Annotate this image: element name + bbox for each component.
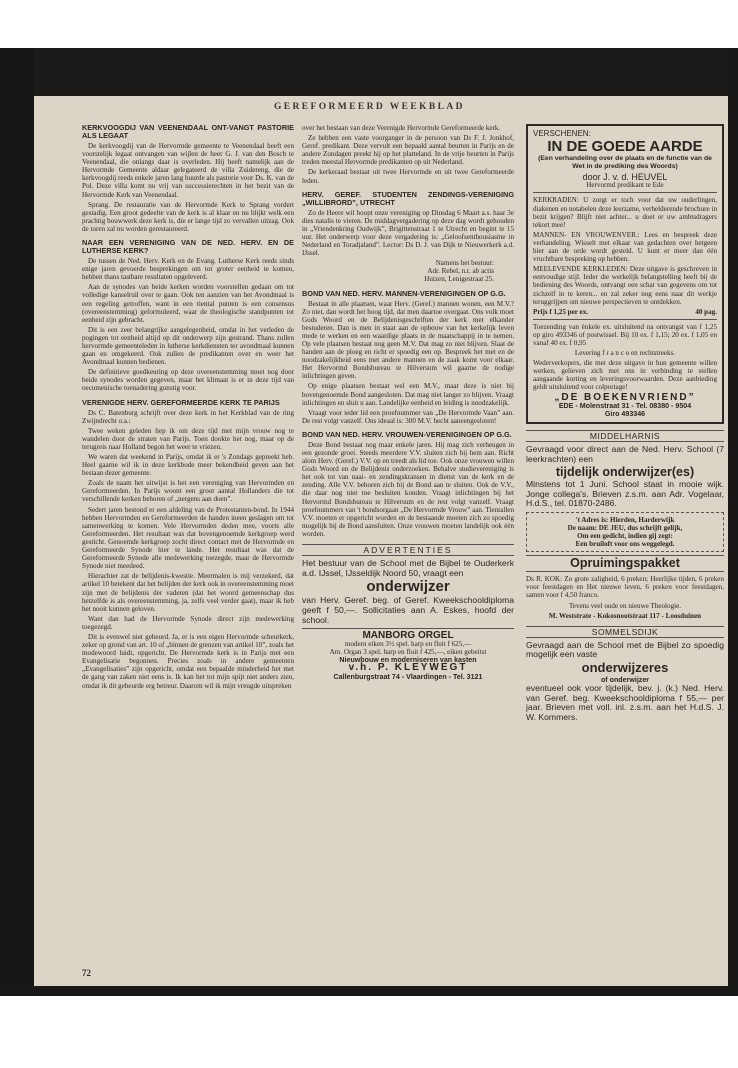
advertisements-header: ADVERTENTIES [302,544,514,556]
ad-dejeu-box [526,512,724,552]
paragraph: Hierachter zat de belijdenis-kwestie. Meermalen is mij verzekerd, dat artikel 10 betekent dat het belijden der kerk ook in overeenstemming moet zijn met de belijdenis der vaderen (dat het woord gemeenschap dus hetzelfde is als overeenstemming, ja, zelfs veel verder gaat), maar ik heb het nooit kunnen geloven. [82,572,294,613]
signature-block [302,259,514,283]
paragraph: De kerkvoogdij van de Hervormde gemeente te Veenendaal heeft een voorstelijk legaat ontvangen van wijlen de heer G. J. van den Bosch te Veenendaal, die onlangs daar is overleden. Hij heeft namelijk aan de Hervormde Gemeente aldaar gelegateerd de villa Zuidereng, die de kerkvoogdij reeds enkele jaren lang huurde als pastorie voor Ds. K. van de Pol. Deze villa komt nu vrij van successierechten in het bezit van de Hervormde Kerk van Veenendaal. [82,142,294,199]
paragraph: Ds C. Batenburg schrijft over deze kerk in het Kerkblad van de ring Zwijndrecht o.a.: [82,408,294,425]
paragraph: We waren dat weekend in Parijs, omdat ik er 's Zondags gepreekt heb. Heel gaarne wil ik in deze kerkbode meer bekendheid geven aan het bestaan dezer gemeente. [82,453,294,478]
paragraph: KERKRADEN: U zorgt er toch voor dat uw ouderlingen, diakenen en notabelen deze leerzame, verhelderende brochure in bezit krijgen? Blijft niet achter... u doet er uw ambtsdragers tekort mee! [533,196,717,229]
ad-ouderkerk-text: Het bestuur van de School met de Bijbel te Ouderkerk a.d. IJssel, IJsseldijk Noord 50, vraagt een [302,558,514,578]
paragraph: Zo de Heere wil hoopt onze vereniging op Dinsdag 6 Maart a.s. haar 3e dies natalis te vieren. De middagvergadering op deze dag wordt gehouden in „Vriendenkring Oudwijk”, Brigittenstraat 1 te Utrecht en begint te 15 uur. Het onderwerp voor deze vergadering is: „Geloofsenthousiasme in Nederland en Toradjaland”. Lector: Ds D. J. van Dijk te Nieuwerkerk a.d. IJssel. [302,208,514,258]
ad-sommelsdijk-body: eventueel ook voor tijdelijk, bev. j. (k.) Ned. Herv. van Geref. beg. Kweekschooldiploma f 55,— per jaar. Brieven met voll. inl. z.s.m. aan het H.d.S. J. W. Kommers. [526,683,724,722]
ad-title: IN DE GOEDE AARDE [547,138,703,156]
paragraph: M. Weststrate - Kokosnootstraat 117 - Loosduinen [548,611,702,620]
paragraph: Ds R. KOK: Zo grote zaligheid, 6 preken; Heerlijke tijden, 6 preken voor feestdagen en Het nieuwe leven, 6 preken voor feestdagen, samen voor f 4,50 franco. [526,575,724,600]
paragraph: Sedert jaren bestond er een afdeling van de Protestanten-bond. In 1944 hebben Hervormden en Gereformeerden de handen ineen geslagen om tot samenwerking te komen. Vele Hervormden deden mee, voorts alle Gereformeerden. Het resultaat was dat bovengenoemde kerkgroep werd gesticht. Genoemde kerkgroep zocht direct contact met de Hervormde en Gereformeerde Synode hier te lande. Het resultaat was dat de Gereformeerde Synode alle medewerking toezegde, maar de Hervormde Synode niet meedeed. [82,505,294,571]
ad-publisher: „DE BOEKENVRIEND” [554,391,696,403]
ad-orgel-line: Am. Organ 3 spel. harp en fluit f 425,—, eiken gebeitst [329,648,487,657]
ad-dejeu-line: Een bruiloft voor ons weggelegd. [575,540,675,549]
column-1 [82,124,294,974]
article-title: KERKVOOGDIJ VAN VEENENDAAL ONT-VANGT PASTORIE ALS LEGAAT [82,124,294,140]
ad-sommelsdijk-text: Gevraagd aan de School met de Bijbel zo spoedig mogelijk een vaste [526,639,724,660]
bottom-dark-band [0,986,738,996]
divider [302,628,514,629]
paragraph: Bestaat in alle plaatsen, waar Herv. (Geref.) mannen wonen, een M.V.? Zo niet, dan wordt het hoog tijd, dat men daartoe overgaat. Ons volk moet Gods Woord en de Belijdenisgeschriften der kerk met elkander bestuderen. Dan is men in staat aan de opbouw van het kerkelijk leven mede te werken en een waardige plaats in de maatschappij in te nemen. Op vele plaatsen bestaat nog geen M.V. Dat mag zo niet blijven. Slaat de handen aan de ploeg en richt er spoedig een op. Bespreek het met en de noodzakelijkheid eens met andere mannen en de zaak komt voor elkaar. Het Hervormd Bondsbureau te Hilversum wil gaarne de nodige inlichtingen geven. [302,299,514,381]
paragraph: Twee weken geleden liep ik om deze tijd met mijn vrouw nog te wandelen door de straten van Parijs. Toen dookte het nog, maar op de terugreis naar Holland begon het weer te vriezen. [82,426,294,451]
ad-ouderkerk-heading: onderwijzer [366,578,450,596]
left-dark-edge [0,48,34,990]
ad-orgel-line: Nieuwbouw en moderniseren van kasten [339,656,477,665]
ad-price: Prijs f 1,25 per ex. [533,307,589,316]
paragraph: Dit is evenwel niet gebeurd. Ja, er is een eigen Hervormde scheurkerk, zeker op grond van art. 10 of „binnen de grenzen van artikel 10”, zoals het modewoord luidt, opgericht. De Hervormde kerk is in Parijs met een Evangelisatie begonnen. Precies zoals in andere gemeenten „Evangelisaties” zijn opgericht, omdat een bepaalde minderheid het met de gang van zaken niet eens is. Ik kan het tot mijn spijt niet anders zien, omdat ik dit gebeurde erg betreur. Daarom wil ik mijn vreugde uitspreken [82,632,294,690]
ad-orgel-line: modern eiken 3½ spel. harp en fluit f 625,— [344,640,472,649]
paragraph: Aan de synodes van beide kerken worden voorstellen gedaan om tot volledige kanselruil over te gaan. Ook ten aanzien van het Avondmaal is een regeling getroffen, want in een tiental punten is een consensus (overeenstemming) geformuleerd, waar de theologische standpunten tot eenheid zijn gebracht. [82,283,294,324]
paragraph: De tussen de Ned. Herv. Kerk en de Evang. Lutherse Kerk reeds sinds enige jaren gevoerde besprekingen om tot groter eenheid te komen, hebben thans tastbare resultaten opgeleverd. [82,257,294,282]
ad-sommelsdijk-sub: of onderwijzer [600,676,650,684]
top-dark-band [0,48,738,96]
paragraph: De kerkeraad bestaat uit twee Hervormde en uit twee Gereformeerde leden. [302,168,514,185]
paragraph: MANNEN- EN VROUWENVER.: Lees en bespreek deze verhandeling. Wisselt met elkaar van gedachten over hetgeen hier aan de orde wordt gesteld. U kunt er meer dan één vruchtbare bespreking op hebben. [533,230,717,264]
paragraph: Want dan had de Hervormde Synode direct zijn medewerking toegezegd. [82,614,294,631]
paragraph: Zoals de naam het uitwijst is het een vereniging van Hervormden en Gereformeerden. In Parijs woont een groot aantal Hollanders die tot verschillende kerken behoren of „nergens aan doen”. [82,479,294,504]
paragraph: Op enige plaatsen bestaat wel een M.V., maar deze is niet bij bovengenoemde Bond aangesloten. Dat mag niet langer zo blijven. Vraagt inlichtingen en sluit u aan. Landelijke eenheid en leiding is noodzakelijk. [302,382,514,407]
paragraph: Wederverkopers, die met deze uitgave in hun gemeente willen werken, gelieven zich met ons in verbinding te stellen aangaande korting en leveringsvoorwaarden. Deze aanbieding geldt uitsluitend voor colportage! [533,359,717,392]
ad-middelharnis-text: Gevraagd voor direct aan de Ned. Herv. School (7 leerkrachten) een [526,443,724,464]
masthead: GEREFORMEERD WEEKBLAD [274,102,465,112]
article-title: VERENIGDE HERV. GEREFORMEERDE KERK TE PARIJS [82,397,280,407]
page-number: 72 [82,968,91,978]
column-2 [302,124,514,974]
paragraph: De definitieve goedkeuring op deze overeenstemming moet nog door beide synodes worden gegeven, maar het klimaat is er in deze tijd van oecumenische toenadering gunstig voor. [82,368,294,393]
article-title: BOND VAN NED. HERV. MANNEN-VERENIGINGEN OP G.G. [302,288,506,298]
paragraph: Vraagt voor ieder lid een proefnummer van „De Hervormde Vaan” aan. De rest volgt vanzelf. Ons ideaal is: 300 M.V. hecht aaneengesloten! [302,408,514,425]
ad-pages: 40 pag. [695,307,717,316]
ad-middelharnis-big: tijdelijk onderwijzer(es) [555,465,695,480]
article-title: HERV. GEREF. STUDENTEN ZENDINGS-VERENIGING „WILLIBRORD”, UTRECHT [302,189,514,207]
paragraph: MEELEVENDE KERKLEDEN: Deze uitgave is geschreven in eenvoudige stijl. Ieder die werkelijk belangstelling heeft bij de bediening des Woords, ontvangt een schat van gegevens om tot zichzelf in te keren... en zal zeker nog eens naar dit werkje teruggrijpen om nieuwe perspectieven te ontdekken. [533,265,717,306]
ad-dejeu-line: Om een gedicht, indien gij zegt: [577,532,673,541]
divider [533,192,717,193]
right-dark-edge [728,48,738,990]
ad-orgel-company: v.h. P. KLEYWEGT [348,662,468,674]
signature-line: Adr. Rebel, n.t. ab actis [427,267,494,276]
paragraph: Tevens veel oude en nieuwe Theologie. [568,601,682,610]
ad-label: VERSCHENEN: [533,129,591,138]
column-3 [526,124,724,974]
ad-goede-aarde-box [526,124,724,424]
ad-middelharnis-body: Minstens tot 1 Juni. School staat in mooie wijk. Jonge collega's. Brieven z.s.m. aan Adr. Vogelaar, H.d.S., tel. 01870-2486. [526,479,724,509]
signature-line: Huizen, Lenigestraat 25. [424,275,494,284]
paragraph: over het bestaan van deze Verenigde Hervormde Gereformeerde kerk. [302,124,501,132]
ad-dejeu-line: 't Adres is: Hierden, Harderwijk [575,515,675,524]
ad-orgel-heading: MANBORG ORGEL [362,630,454,642]
article-title: BOND VAN NED. HERV. VROUWEN-VERENIGINGEN OP G.G. [302,429,512,439]
ad-sommelsdijk-big: onderwijzeres [581,660,669,675]
signature-line: Namens het bestuur: [435,259,494,268]
ad-author: door J. v. d. HEUVEL [582,172,668,183]
newspaper-page [34,96,728,986]
ad-publisher-address: EDE - Molenstraat 31 - Tel. 08380 - 9504 [558,401,692,410]
ad-middelharnis-heading: MIDDELHARNIS [526,430,724,442]
ad-opruiming-heading: Opruimingspakket [526,555,724,572]
ad-ouderkerk-body: van Herv. Geref. beg. of Geref. Kweekschooldiploma geeft f 50,—. Sollicitaties aan A. Eskes, hoofd der school. [302,595,514,625]
ad-price-row [533,308,717,316]
paragraph: Ze hebben een vaste voorganger in de persoon van Ds F. J. Jonkhof, Geref. predikant. Deze vervult een bepaald aantal beurten in Parijs en de andere Zondagen preekt hij op het platteland. In de vrije beurten in Parijs treden meestal Hervormde predikanten op uit Nederland. [302,134,514,167]
paragraph: Toezending van ènkele ex. uitsluitend na ontvangst van f 1,25 op giro 493346 of postwissel. Bij 10 ex. f 1,15; 20 ex. f 1,05 en vanaf 40 ex. f 0,95 [533,322,717,347]
article-title: NAAR EEN VERENIGING VAN DE NED. HERV. EN DE LUTHERSE KERK? [82,238,294,256]
paragraph: Dit is een zeer belangrijke aangelegenheid, omdat in het verleden de pogingen tot eenheid altijd op dit onderwerp zijn gestrand. Thans zullen hervormde gemeenteleden in lutherse kerkdiensten ter avondmaal kunnen gaan en omgekeerd. Ook zullen de predikanten over en weer het Avondmaal kunnen bedienen. [82,325,294,367]
ad-dejeu-line: De naam: DE JEU, dus schrijft gelijk, [567,523,683,532]
ad-orgel-address: Callenburgstraat 74 - Vlaardingen - Tel. 3121 [333,672,483,681]
paragraph: Deze Bond bestaat nog maar enkele jaren. Hij mag zich verheugen in een gezonde groei. Steeds meerdere V.V. sluiten zich bij hem aan. Richt alom Herv. (Geref.) V.V. op en treedt als lid toe. Ook onze vrouwen willen Gods Woord en de Belijdenis onderzoeken. Behalve studievereniging is het ook tot van naai- en zendingskransen in dienst van de kerk en de zending. Alle V.V. behoren zich bij de Bond aan te sluiten. Ook de V.V., die daar nog niet toe besluiten konden. Vraagt inlichtingen bij het Hervormd Bondsbureau te Hilversum en de rest volgt vanzelf. Vraagt proefnummers van 't bondsorgaan „De Hervormde Vrouw” aan. Tientallen V.V. moeten er opgericht worden en de bestaande moeten zich zo spoedig mogelijk bij de Bond aansluiten. Onze vrouwen moeten landelijk ook één worden. [302,440,514,538]
paragraph: Levering f r a n c o en rechtstreeks. [574,349,676,358]
paragraph: Sprang. De restauratie van de Hervormde Kerk te Sprang vordert gestadig. Een groot gedeelte van de kerk is al klaar en nu blijkt welk een prachtig bouwwerk deze kerk is, die er lange tijd zo vervallen uitzag. Ook de toren zal nu worden gerestaureerd. [82,200,294,233]
ad-sommelsdijk-heading: SOMMELSDIJK [526,626,724,638]
ad-subtitle: (Een verhandeling over de plaats en de functie van de Wet in de prediking des Woords) [538,155,712,171]
ad-publisher-giro: Giro 493346 [604,409,646,418]
divider [533,319,717,320]
ad-author-role: Hervormd predikant te Ede [586,181,664,190]
